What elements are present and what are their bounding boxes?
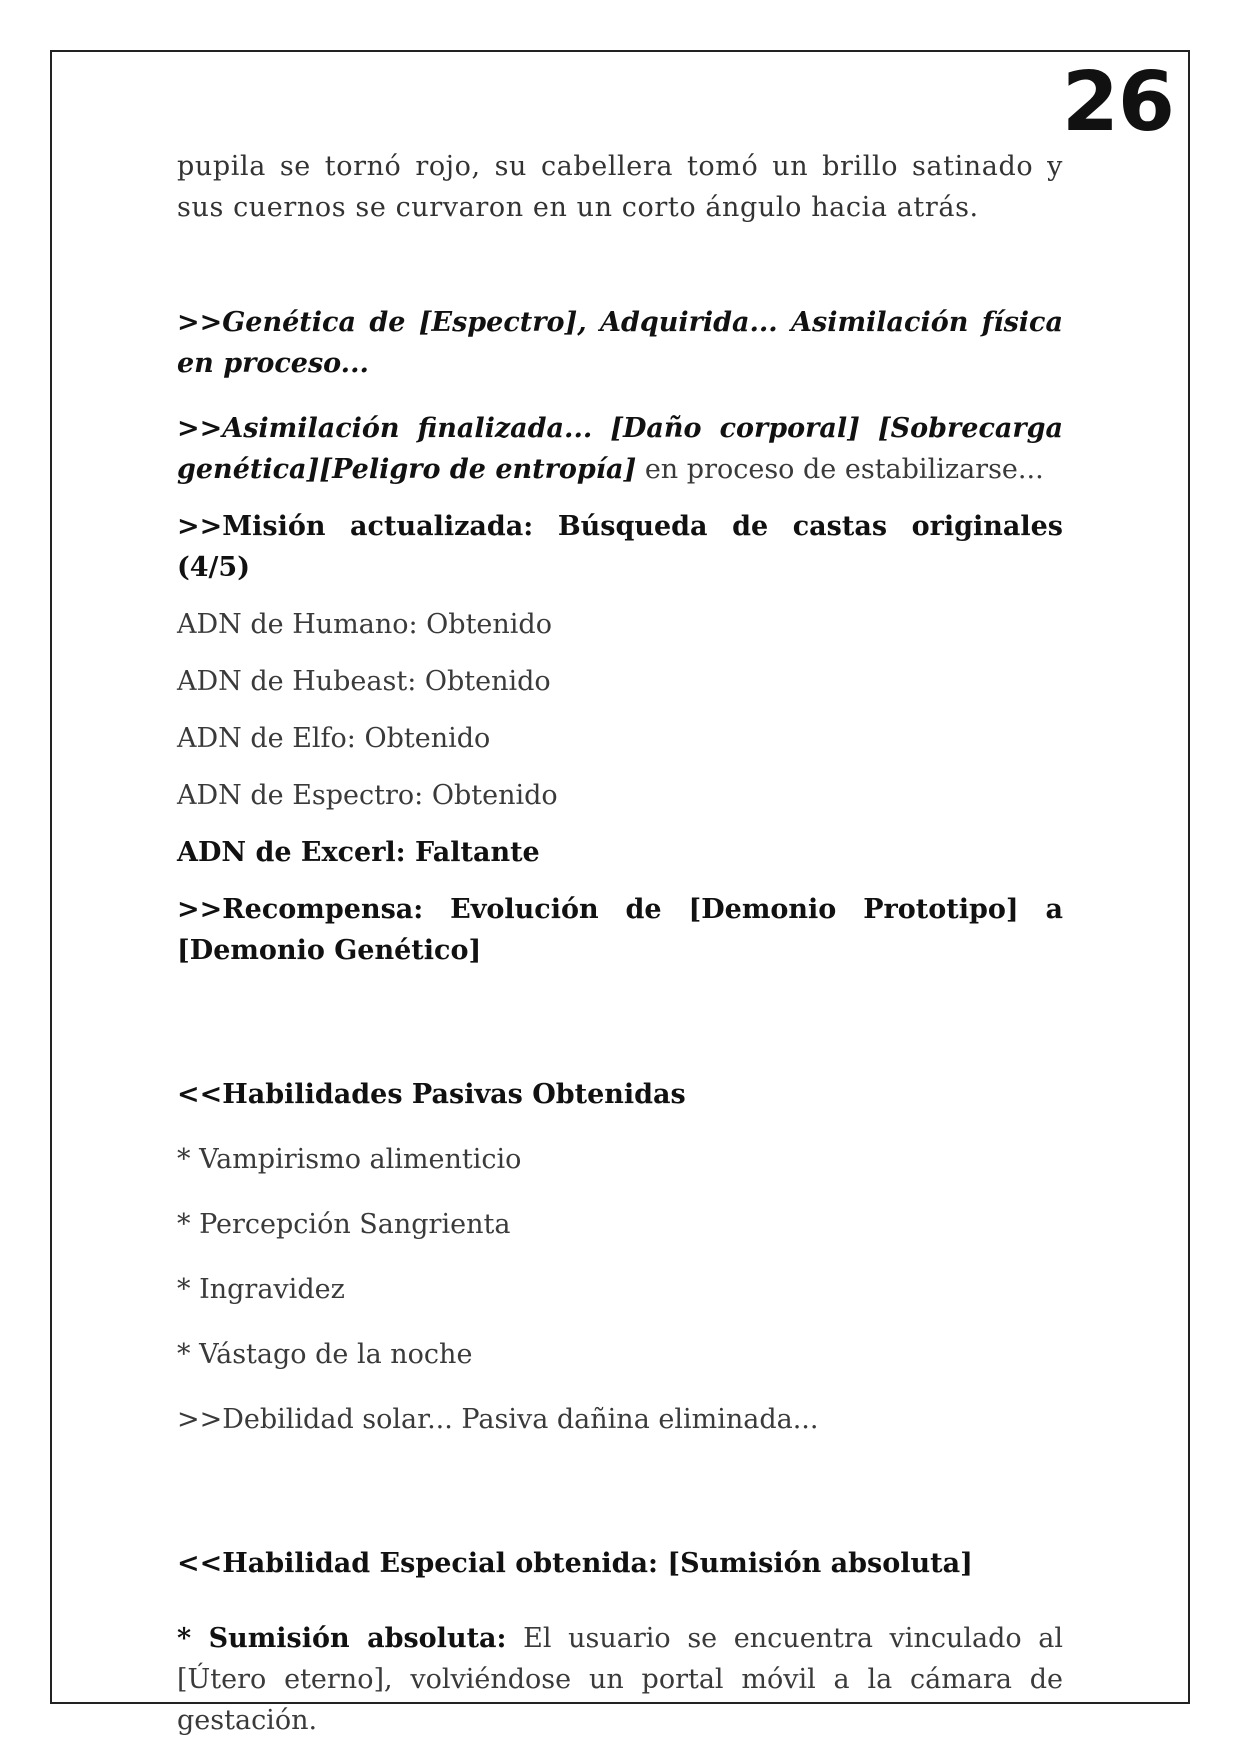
dna-item-missing: ADN de Excerl: Faltante xyxy=(177,837,540,868)
passives-heading: <<Habilidades Pasivas Obtenidas xyxy=(177,1079,686,1110)
reward-message: >>Recompensa: Evolución de [Demonio Prototipo] a [Demonio Genético] xyxy=(177,894,1063,966)
assimilation-status: >>Asimilación finalizada... [Daño corporal] [Sobrecarga genética][Peligro de entropía] xyxy=(177,413,1063,485)
assimilation-message xyxy=(177,408,1063,490)
page-number: 26 xyxy=(1061,55,1174,150)
assimilation-tail: en proceso de estabilizarse... xyxy=(636,454,1044,485)
special-description xyxy=(177,1618,1063,1741)
passive-item: * Percepción Sangrienta xyxy=(177,1209,511,1240)
passive-note: >>Debilidad solar... Pasiva dañina eliminada... xyxy=(177,1404,819,1435)
mission-update: >>Misión actualizada: Búsqueda de castas originales (4/5) xyxy=(177,511,1063,583)
passive-item: * Vampirismo alimenticio xyxy=(177,1144,522,1175)
intro-paragraph: pupila se tornó rojo, su cabellera tomó un brillo satinado y sus cuernos se curvaron en un corto ángulo hacia atrás. xyxy=(177,151,1063,223)
dna-item-elfo: ADN de Elfo: Obtenido xyxy=(177,723,491,754)
genetics-message: >>Genética de [Espectro], Adquirida... Asimilación física en proceso... xyxy=(177,307,1063,379)
passive-item: * Vástago de la noche xyxy=(177,1339,473,1370)
dna-item-humano: ADN de Humano: Obtenido xyxy=(177,609,552,640)
page-content xyxy=(177,146,1063,1741)
dna-item-hubeast: ADN de Hubeast: Obtenido xyxy=(177,666,551,697)
special-text: El usuario se encuentra vinculado al [Útero eterno], volviéndose un portal móvil a la cámara de gestación. xyxy=(177,1623,1063,1736)
special-heading: <<Habilidad Especial obtenida: [Sumisión absoluta] xyxy=(177,1548,973,1579)
dna-item-espectro: ADN de Espectro: Obtenido xyxy=(177,780,558,811)
special-label: * Sumisión absoluta: xyxy=(177,1623,507,1654)
passive-item: * Ingravidez xyxy=(177,1274,345,1305)
